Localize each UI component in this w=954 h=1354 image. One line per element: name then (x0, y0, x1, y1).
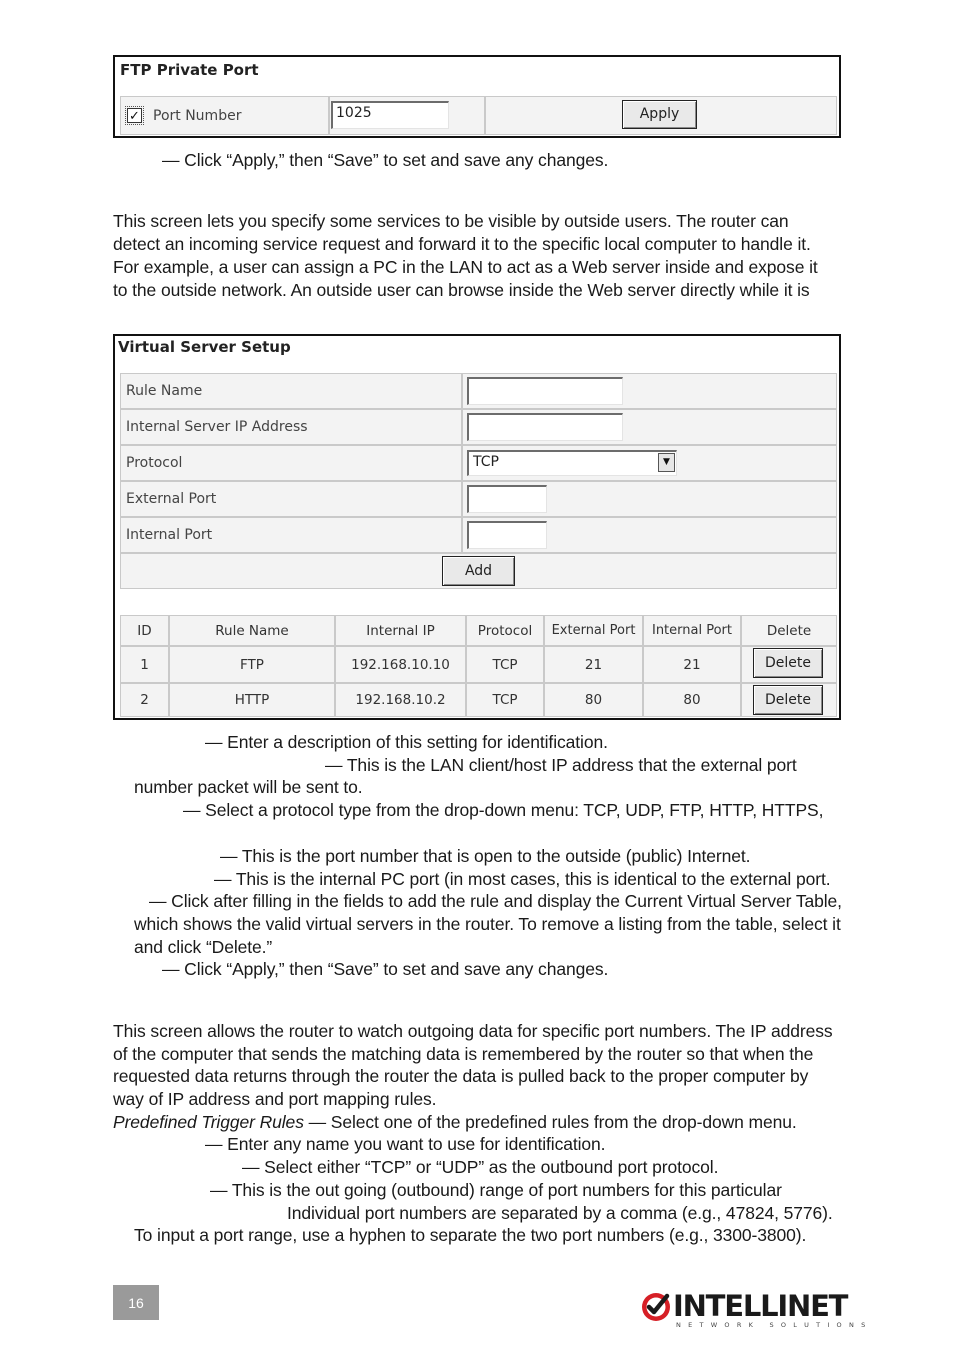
intellinet-brand-text: INTELLINET (673, 1289, 848, 1323)
port-number-input[interactable]: 1025 (331, 101, 449, 129)
desc-apply: — Click “Apply,” then “Save” to set and save any changes. (162, 959, 609, 979)
page-number: 16 (128, 1294, 144, 1311)
desc-rule-name: — Enter a description of this setting for identification. (205, 732, 608, 752)
intellinet-logo (640, 1289, 868, 1330)
desc-trigger-range-line-2: Individual port numbers are separated by a comma (e.g., 47824, 5776). (287, 1203, 833, 1223)
virtual-server-setup-panel (113, 334, 841, 720)
table-row-2-protocol: TCP (466, 683, 544, 717)
page-number-badge (113, 1285, 159, 1320)
internal-port-input[interactable] (467, 521, 547, 549)
intellinet-logo-mark-icon (640, 1290, 674, 1324)
table-header-id: ID (120, 615, 169, 646)
internal-port-label: Internal Port (126, 527, 213, 543)
rule-name-label: Rule Name (126, 383, 203, 399)
predefined-trigger-rules-term: Predefined Trigger Rules (113, 1112, 304, 1132)
table-header-internal-port: Internal Port (643, 615, 741, 646)
delete-button-row-1[interactable]: Delete (753, 648, 823, 678)
table-row-2-rule-name: HTTP (169, 683, 335, 717)
desc-internal-ip-line-1: — This is the LAN client/host IP address that the external port (325, 755, 797, 775)
table-row-1-internal-port: 21 (643, 646, 741, 683)
table-row-1-rule-name: FTP (169, 646, 335, 683)
ftp-panel-title: FTP Private Port (120, 61, 259, 79)
desc-add-line-3: and click “Delete.” (134, 937, 273, 957)
table-row-1-internal-ip: 192.168.10.10 (335, 646, 466, 683)
chevron-down-icon[interactable]: ▼ (658, 453, 675, 472)
port-trigger-intro-line-3: requested data returns through the router the data is pulled back to the proper computer by (113, 1066, 809, 1086)
desc-trigger-range-line-3: To input a port range, use a hyphen to separate the two port numbers (e.g., 3300-3800). (134, 1225, 807, 1245)
desc-add-line-1: — Click after filling in the fields to add the rule and display the Current Virtual Server Table, (149, 891, 842, 911)
desc-trigger-range-line-1: — This is the out going (outbound) range of port numbers for this particular (210, 1180, 782, 1200)
port-trigger-intro-line-1: This screen allows the router to watch outgoing data for specific port numbers. The IP address (113, 1021, 833, 1041)
protocol-select-value: TCP (473, 454, 499, 470)
virtual-server-intro-line-4: to the outside network. An outside user can browse inside the Web server directly while it is (113, 280, 810, 300)
table-row-2-internal-port: 80 (643, 683, 741, 717)
protocol-select[interactable] (467, 450, 677, 476)
desc-internal-port: — This is the internal PC port (in most cases, this is identical to the external port. (214, 869, 831, 889)
table-header-internal-ip: Internal IP (335, 615, 466, 646)
internal-ip-input[interactable] (467, 413, 623, 441)
ftp-private-port-panel (113, 55, 841, 138)
desc-add-line-2: which shows the valid virtual servers in the router. To remove a listing from the table, select it (134, 914, 841, 934)
virtual-server-intro-line-3: For example, a user can assign a PC in the LAN to act as a Web server inside and expose it (113, 257, 818, 277)
predefined-trigger-rules-desc: — Select one of the predefined rules from the drop-down menu. (303, 1112, 797, 1132)
desc-trigger-name: — Enter any name you want to use for identification. (205, 1134, 606, 1154)
virtual-server-intro-line-2: detect an incoming service request and forward it to the specific local computer to handle it. (113, 234, 811, 254)
internal-ip-label: Internal Server IP Address (126, 419, 308, 435)
predefined-trigger-rules-line (113, 1111, 797, 1134)
add-button[interactable]: Add (442, 556, 515, 586)
table-row-2-internal-ip: 192.168.10.2 (335, 683, 466, 717)
table-row-1-id: 1 (120, 646, 169, 683)
external-port-label: External Port (126, 491, 217, 507)
table-row-2-external-port: 80 (544, 683, 643, 717)
ftp-apply-instruction: — Click “Apply,” then “Save” to set and save any changes. (162, 150, 609, 170)
rule-name-input[interactable] (467, 377, 623, 405)
external-port-input[interactable] (467, 485, 547, 513)
table-row-2-id: 2 (120, 683, 169, 717)
table-row-1-protocol: TCP (466, 646, 544, 683)
apply-button[interactable]: Apply (622, 100, 697, 129)
vs-panel-title: Virtual Server Setup (118, 338, 291, 356)
table-row-1-external-port: 21 (544, 646, 643, 683)
delete-button-row-2[interactable]: Delete (753, 685, 823, 715)
desc-external-port: — This is the port number that is open to the outside (public) Internet. (220, 846, 751, 866)
table-header-external-port: External Port (544, 615, 643, 646)
table-header-delete: Delete (741, 615, 837, 646)
table-header-rule-name: Rule Name (169, 615, 335, 646)
port-trigger-intro-line-2: of the computer that sends the matching data is remembered by the router so that when the (113, 1044, 814, 1064)
protocol-label: Protocol (126, 455, 183, 471)
intellinet-tagline: N E T W O R K S O L U T I O N S (676, 1321, 868, 1329)
desc-trigger-protocol: — Select either “TCP” or “UDP” as the outbound port protocol. (242, 1157, 719, 1177)
port-number-label: Port Number (153, 108, 242, 124)
checkbox-check-icon: ✓ (127, 108, 142, 123)
virtual-server-intro-line-1: This screen lets you specify some services to be visible by outside users. The router can (113, 211, 789, 231)
desc-internal-ip-line-2: number packet will be sent to. (134, 777, 363, 797)
port-number-checkbox[interactable] (125, 106, 144, 125)
table-header-protocol: Protocol (466, 615, 544, 646)
desc-protocol: — Select a protocol type from the drop-down menu: TCP, UDP, FTP, HTTP, HTTPS, (183, 800, 824, 820)
port-trigger-intro-line-4: way of IP address and port mapping rules. (113, 1089, 437, 1109)
